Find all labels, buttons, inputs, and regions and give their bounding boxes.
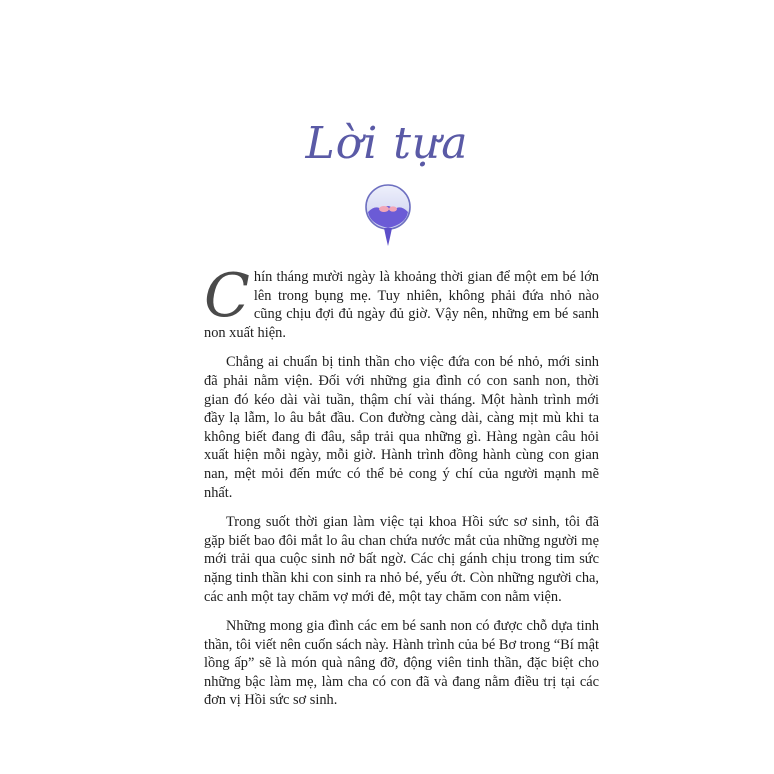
paragraph-3: Trong suốt thời gian làm việc tại khoa Hồi sức sơ sinh, tôi đã gặp biết bao đôi mắt lo âu chan chứa nước mắt của những người mẹ mới trải qua cuộc sinh nở bất ngờ. Các chị gánh chịu trong tim sức nặng tinh thần khi con sinh ra nhỏ bé, yếu ớt. Còn những người cha, các anh một tay chăm vợ mới đẻ, một tay chăm con nằm viện. [204, 514, 599, 605]
paragraph-1 [204, 261, 599, 342]
water-drop-balloon-icon [362, 182, 414, 248]
paragraph-2: Chẳng ai chuẩn bị tinh thần cho việc đứa con bé nhỏ, mới sinh đã phải nằm viện. Đối với những gia đình có con sanh non, thời gian đó kéo dài vài tuần, thậm chí vài tháng. Một hành trình mới đầy lạ lẫm, lo âu bắt đầu. Con đường càng dài, càng mịt mù khi ta không biết đang đi đâu, sắp trải qua những gì. Hàng ngàn câu hỏi xuất hiện mỗi ngày, mỗi giờ. Hành trình đồng hành cùng con gian nan, mệt mỏi đến mức có thể bẻ cong ý chí của người mạnh mẽ nhất. [204, 354, 599, 501]
paragraph-1-text: hín tháng mười ngày là khoảng thời gian để một em bé lớn lên trong bụng mẹ. Tuy nhiên, không phải đứa nhỏ nào cũng chịu đợi đủ ngày đủ giờ. Vậy nên, những em bé sanh non xuất hiện. [204, 269, 599, 341]
drop-cap: C [204, 261, 250, 331]
preface-body [204, 261, 599, 721]
paragraph-4: Những mong gia đình các em bé sanh non có được chỗ dựa tinh thần, tôi viết nên cuốn sách này. Hành trình của bé Bơ trong “Bí mật lồng ấp” sẽ là món quà nâng đỡ, động viên tinh thần, đặc biệt cho những bậc làm mẹ, làm cha có con đã và đang nằm điều trị tại các đơn vị Hồi sức sơ sinh. [204, 618, 599, 709]
page-title: Lời tựa [305, 118, 469, 169]
